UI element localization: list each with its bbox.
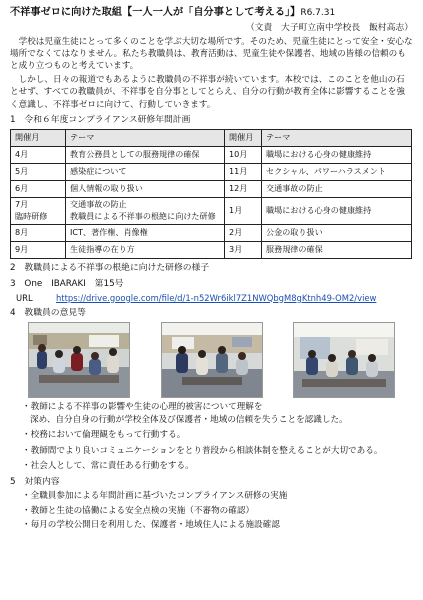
document-page	[10, 6, 413, 532]
theme-cell: 生徒指導の在り方	[66, 242, 225, 259]
opinion-item: ・教師による不祥事の影響や生徒の心理的被害について理解を	[22, 402, 263, 413]
section-1-heading: 1 令和６年度コンプライアンス研修年間計画	[10, 115, 191, 126]
special-training-label: 臨時研修	[15, 211, 48, 221]
training-photo-2	[161, 322, 263, 398]
title-text: 不祥事ゼロに向けた取組【一人一人が「自分事として考える」】	[10, 7, 301, 18]
opinion-item: ・校務において倫理観をもって行動する。	[22, 430, 186, 441]
section-5-heading: 5 対策内容	[10, 476, 60, 487]
month-cell: 1月	[225, 198, 262, 225]
header-month-2: 開催月	[225, 130, 262, 147]
theme-cell: 職場における心身の健康維持	[262, 147, 412, 164]
month-cell: 5月	[11, 164, 66, 181]
table-row	[11, 198, 412, 225]
opinion-item: ・教師間でより良いコミュニケーションをとり普段から相談体制を整えることが大切である。	[22, 445, 383, 456]
theme-cell: セクシャル、パワーハラスメント	[262, 164, 412, 181]
measure-item: ・全職員参加による年間計画に基づいたコンプライアンス研修の実施	[22, 491, 288, 502]
theme-cell: 個人情報の取り扱い	[66, 181, 225, 198]
month-cell: 9月	[11, 242, 66, 259]
author-line: （文責 大子町立南中学校長 飯村高志）	[245, 22, 413, 33]
intro-paragraph-2: しかし、日々の報道でもあるように教職員の不祥事が続いています。本校では、このことを他山の石とせず、すべての教職員が、不祥事を自分事としてとらえ、自分の行動が教育全体に影響することを強く意識し、不祥事ゼロに向けて、行動していきます。	[10, 74, 405, 110]
theme-cell: 交通事故の防止	[262, 181, 412, 198]
theme-cell: 公金の取り扱い	[262, 225, 412, 242]
month-cell: 2月	[225, 225, 262, 242]
document-date: R6.7.31	[300, 8, 336, 18]
document-title	[10, 6, 413, 21]
opinion-item: ・社会人として、常に責任ある行動をする。	[22, 461, 194, 472]
month-cell: 11月	[225, 164, 262, 181]
section-3-heading: 3 One IBARAKI 第15号	[10, 278, 124, 289]
month-text: 7月	[15, 199, 29, 210]
theme-text: 交通事故の防止	[70, 199, 127, 210]
url-line	[10, 292, 413, 304]
table-row	[11, 147, 412, 164]
staff-meeting-photo-1	[29, 323, 129, 397]
training-photo-3	[293, 322, 395, 398]
header-theme-2: テーマ	[262, 130, 412, 147]
theme-cell: 教育公務員としての服務規律の確保	[66, 147, 225, 164]
opinion-item-continued: 深め、自分自身の行動が学校全体及び保護者・地域の信頼を失うことを認識した。	[30, 414, 348, 425]
theme-cell: ICT、著作権、肖像権	[66, 225, 225, 242]
drive-link[interactable]: https://drive.google.com/file/d/1-n52Wr6ikl7Z1NWQbgM8gKtnh49-OM2/view	[56, 292, 377, 303]
table-row	[11, 225, 412, 242]
measure-item: ・毎月の学校公開日を利用した、保護者・地域住人による施設確認	[22, 520, 280, 531]
section-4-heading: 4 教職員の意見等	[10, 307, 86, 318]
month-cell: 3月	[225, 242, 262, 259]
table-header-row	[11, 130, 412, 147]
theme-cell: 感染症について	[66, 164, 225, 181]
theme-cell	[66, 198, 225, 225]
section-2-heading: 2 教職員による不祥事の根絶に向けた研修の様子	[10, 263, 210, 273]
staff-meeting-photo-3	[294, 323, 394, 397]
month-cell: 4月	[11, 147, 66, 164]
month-cell: 8月	[11, 225, 66, 242]
month-cell: 10月	[225, 147, 262, 164]
theme-cell: 職場における心身の健康維持	[262, 198, 412, 225]
training-photo-1	[28, 322, 130, 398]
month-cell: 12月	[225, 181, 262, 198]
month-cell: 6月	[11, 181, 66, 198]
training-schedule-table	[10, 129, 412, 259]
month-cell	[11, 198, 66, 225]
intro-paragraph-1: 学校は児童生徒にとって多くのことを学ぶ大切な場所です。そのため、児童生徒にとって安全・安心な場所でなくてはなりません。私たち教職員は、教育活動は、児童生徒や保護者、地域の皆様の信頼のもと成り立つものと考えています。	[10, 36, 413, 72]
table-row	[11, 164, 412, 181]
training-photos	[28, 322, 395, 398]
header-month-1: 開催月	[11, 130, 66, 147]
measure-item: ・教師と生徒の協働による安全点検の実施（不審物の確認）	[22, 505, 255, 516]
table-row	[11, 242, 412, 259]
header-theme-1: テーマ	[66, 130, 225, 147]
theme-cell: 服務規律の確保	[262, 242, 412, 259]
url-label: URL	[16, 292, 33, 303]
theme-text-sub: 教職員による不祥事の根絶に向けた研修	[70, 211, 216, 221]
staff-meeting-photo-2	[162, 323, 262, 397]
table-row	[11, 181, 412, 198]
